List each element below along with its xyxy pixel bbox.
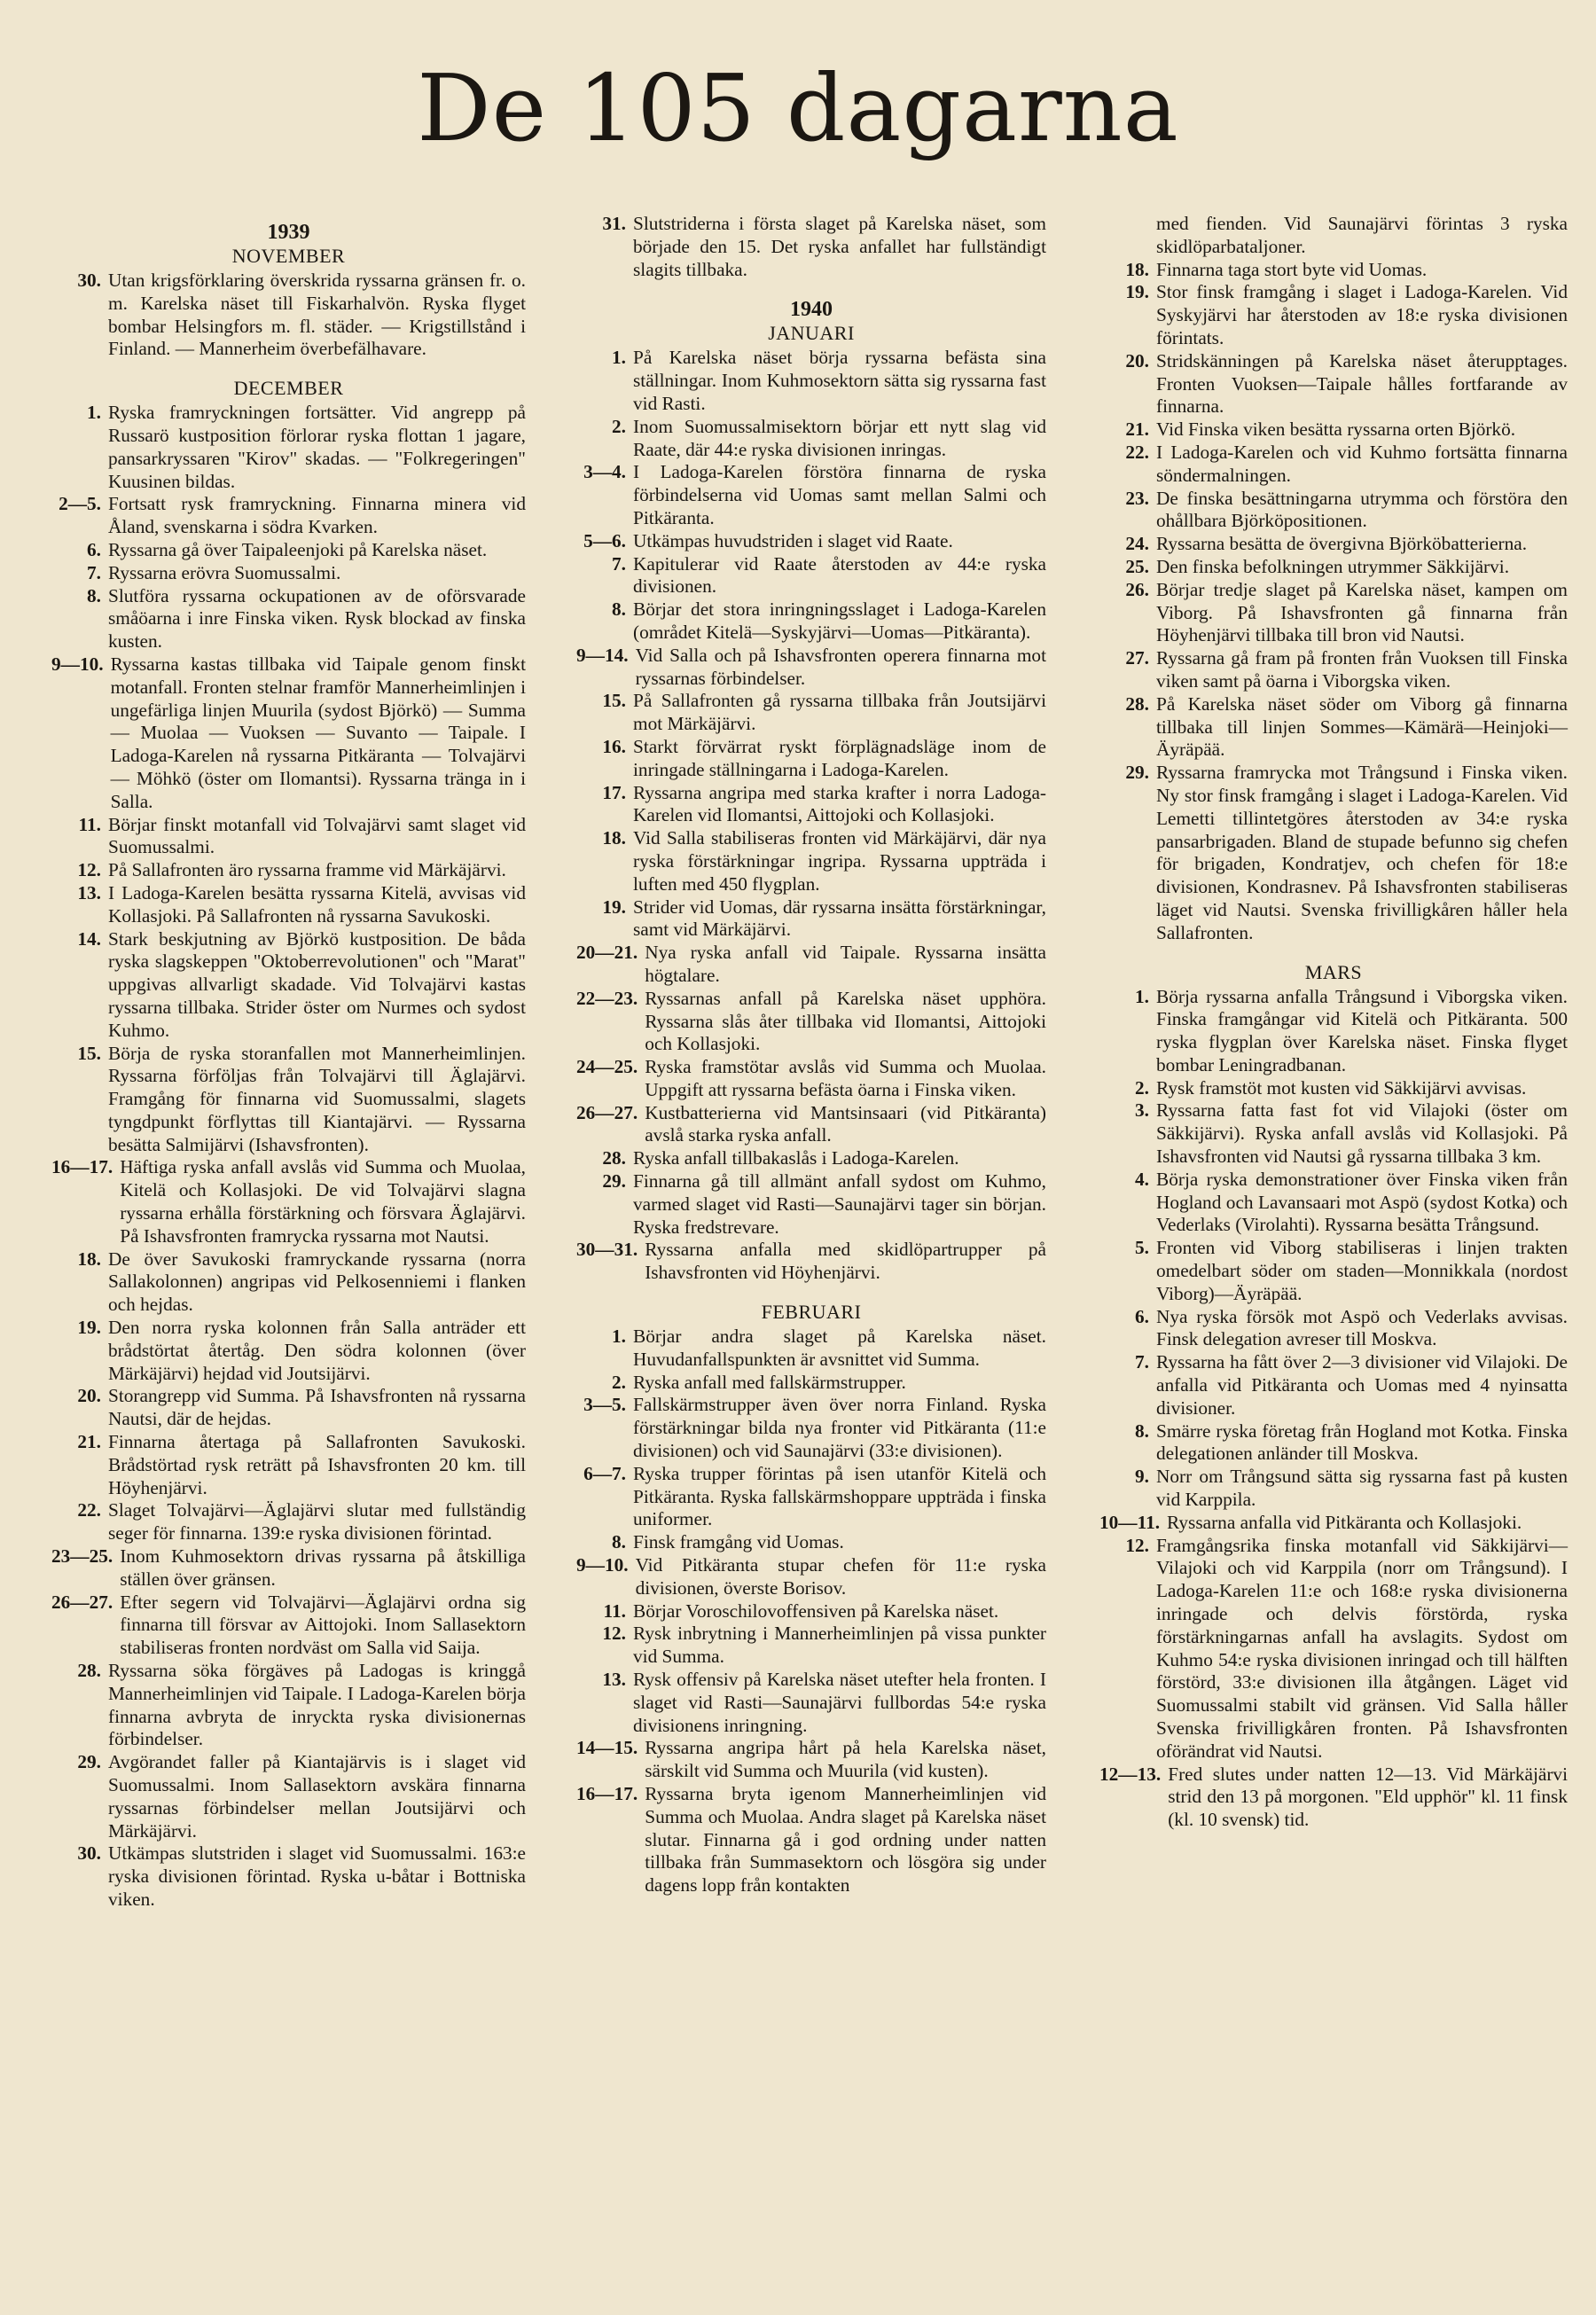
entry-date: 20.	[1125, 349, 1149, 371]
chronology-entry	[1099, 1466, 1568, 1512]
entry-text: I Ladoga-Karelen och vid Kuhmo fortsätta finnarna söndermalningen.	[1156, 441, 1568, 486]
chronology-entry	[576, 942, 1046, 988]
chronology-entry	[51, 1248, 526, 1317]
entry-date: 7.	[1135, 1351, 1149, 1373]
month-heading: DECEMBER	[233, 377, 344, 400]
chronology-entry	[1099, 1351, 1568, 1420]
entry-date: 27.	[1125, 647, 1149, 669]
chronology-entry	[1099, 1237, 1568, 1305]
entry-date: 14.	[77, 927, 101, 950]
entry-text: På Sallafronten gå ryssarna tillbaka från Joutsijärvi mot Märkäjärvi.	[633, 690, 1046, 735]
entry-text: Ryssarna angripa hårt på hela Karelska näset, särskilt vid Summa och Muurila (vid kusten).	[645, 1737, 1046, 1782]
entry-date: 3—5.	[583, 1394, 626, 1416]
entry-text: Ryssarna gå över Taipaleenjoki på Karelska näset.	[108, 538, 488, 560]
chronology-entry	[1099, 1535, 1568, 1764]
entry-text: Ryska anfall tillbakaslås i Ladoga-Karelen.	[633, 1147, 959, 1169]
entry-date: 1.	[87, 402, 101, 424]
entry-text: Ryska framryckningen fortsätter. Vid angrepp på Russarö kustposition förlorar ryska flottan 1 jagare, pansarkryssaren "Kirov" skadas. — "Folkregeringen" Kuusinen bildas.	[108, 402, 526, 492]
entry-text: Stor finsk framgång i slaget i Ladoga-Karelen. Vid Syskyjärvi har återstoden av 18:e ryska divisionen förintats.	[1156, 281, 1568, 348]
chronology-entry	[1099, 693, 1568, 762]
entry-date: 13.	[602, 1669, 626, 1691]
entry-date: 11.	[603, 1599, 626, 1622]
entry-text: På Sallafronten äro ryssarna framme vid Märkäjärvi.	[108, 859, 506, 881]
entry-text: Fortsatt rysk framryckning. Finnarna minera vid Åland, svenskarna i södra Kvarken.	[108, 493, 526, 538]
chronology-entry	[1099, 762, 1568, 944]
entry-date: 19.	[77, 1317, 101, 1339]
month-heading: FEBRUARI	[761, 1301, 862, 1324]
month-heading: NOVEMBER	[231, 245, 346, 267]
entry-date: 24—25.	[576, 1056, 638, 1078]
entry-date: 2.	[612, 415, 626, 437]
entry-date: 12.	[1125, 1534, 1149, 1556]
entry-date: 21.	[77, 1431, 101, 1453]
chronology-entry	[1099, 533, 1568, 556]
entry-text: Kapitulerar vid Raate återstoden av 44:e ryska divisionen.	[633, 552, 1046, 598]
chronology-entry	[576, 1783, 1046, 1897]
chronology-entry	[51, 493, 526, 539]
entry-text: Vid Salla och på Ishavsfronten operera finnarna mot ryssarnas förbindelser.	[635, 644, 1046, 689]
chronology-entry	[576, 1372, 1046, 1395]
entry-date: 25.	[1125, 555, 1149, 577]
chronology-entry	[1099, 1306, 1568, 1352]
chronology-entry	[576, 1102, 1046, 1148]
entry-date: 7.	[87, 561, 101, 583]
chronology-entry	[576, 1326, 1046, 1372]
chronology-entry	[576, 736, 1046, 782]
entry-date: 20—21.	[576, 942, 638, 964]
entry-text: Ryska anfall med fallskärmstrupper.	[633, 1371, 906, 1393]
chronology-entry	[576, 1463, 1046, 1531]
entry-text: Smärre ryska företag från Hogland mot Kotka. Finska delegationen anländer till Moskva.	[1156, 1420, 1568, 1465]
chronology-entry	[576, 896, 1046, 942]
chronology-entry	[51, 928, 526, 1043]
entry-date: 9—14.	[576, 644, 629, 666]
entry-date: 10—11.	[1099, 1511, 1161, 1533]
entry-date: 12—13.	[1099, 1763, 1162, 1785]
entry-date: 30.	[77, 270, 101, 291]
entry-text: På Karelska näset börja ryssarna befästa sina ställningar. Inom Kuhmosektorn sätta sig ryssarna fast vid Rasti.	[633, 347, 1046, 414]
entry-date: 16—17.	[576, 1783, 638, 1804]
chronology-entry	[576, 1147, 1046, 1170]
entry-date: 26.	[1125, 578, 1149, 600]
entry-date: 2.	[1135, 1076, 1149, 1099]
chronology-entry	[1099, 1512, 1568, 1535]
entry-date: 12.	[602, 1623, 626, 1645]
entry-text: Fred slutes under natten 12—13. Vid Märkäjärvi strid den 13 på morgonen. "Eld upphör" kl. 11 finsk (kl. 10 svensk) tid.	[1168, 1763, 1568, 1831]
entry-text: Strider vid Uomas, där ryssarna insätta förstärkningar, samt vid Märkäjärvi.	[633, 895, 1046, 941]
entry-date: 15.	[77, 1042, 101, 1064]
entry-text: Inom Suomussalmisektorn börjar ett nytt slag vid Raate, där 44:e ryska divisionen inringas.	[633, 415, 1046, 460]
entry-date: 18.	[1125, 258, 1149, 280]
entry-text: Ryska trupper förintas på isen utanför Kitelä och Pitkäranta. Ryska fallskärmshoppare uppträda i finska uniformer.	[633, 1462, 1046, 1530]
chronology-entry	[51, 1499, 526, 1545]
entry-text: Ryssarna kastas tillbaka vid Taipale genom finskt motanfall. Fronten stelnar framför Mannerheimlinjen i ungefärliga linjen Muurila (sydost Björkö) — Summa — Muolaa — Vuoksen — Suvanto — Taipale. I Ladoga-Karelen nå ryssarna Pitkäranta — Tolvajärvi — Möhkö (öster om Ilomantsi). Ryssarna tränga in i Salla.	[110, 653, 526, 812]
entry-text: Stridskänningen på Karelska näset återupptages. Fronten Vuoksen—Taipale hålles fortfarande av finnarna.	[1156, 349, 1568, 418]
month-heading: JANUARI	[768, 322, 855, 345]
entry-text: Ryssarna ha fått över 2—3 divisioner vid Vilajoki. De anfalla vid Pitkäranta och Uomas med 4 nyinsatta divisioner.	[1156, 1351, 1568, 1419]
entry-text: Norr om Trångsund sätta sig ryssarna fast på kusten vid Karppila.	[1156, 1466, 1568, 1511]
entry-date: 1.	[1135, 985, 1149, 1007]
chronology-entry	[576, 1737, 1046, 1783]
chronology-entry	[1099, 579, 1568, 647]
entry-text: Utkämpas slutstriden i slaget vid Suomussalmi. 163:e ryska divisionen förintad. Ryska u-båtar i Bottniska viken.	[108, 1842, 526, 1910]
entry-date: 18.	[602, 827, 626, 849]
chronology-entry	[51, 539, 526, 562]
entry-text: Ryssarna anfalla med skidlöpartrupper på Ishavsfronten vid Höyhenjärvi.	[645, 1239, 1046, 1284]
chronology-entry	[576, 782, 1046, 828]
chronology-entry	[576, 347, 1046, 415]
entry-text: I Ladoga-Karelen besätta ryssarna Kitelä, avvisas vid Kollasjoki. På Sallafronten nå ryssarna Savukoski.	[108, 881, 526, 927]
chronology-column-2	[576, 213, 1046, 1897]
chronology-entry	[51, 1431, 526, 1499]
entry-text: Rysk inbrytning i Mannerheimlinjen på vissa punkter vid Summa.	[633, 1623, 1046, 1668]
entry-date: 2—5.	[59, 493, 101, 515]
entry-text: Vid Salla stabiliseras fronten vid Märkäjärvi, där nya ryska förstärkningar ingripa. Ryssarna uppträda i luften med 450 flygplan.	[633, 827, 1046, 895]
entry-text: Vid Finska viken besätta ryssarna orten Björkö.	[1156, 418, 1516, 441]
entry-text: Ryssarna anfalla vid Pitkäranta och Kollasjoki.	[1167, 1511, 1522, 1533]
entry-date: 17.	[602, 781, 626, 803]
entry-date: 18.	[77, 1247, 101, 1270]
chronology-entry	[576, 1669, 1046, 1737]
entry-text: Slutföra ryssarna ockupationen av de oförsvarade småöarna i inre Finska viken. Rysk blockad av finska kusten.	[108, 584, 526, 653]
entry-date: 6.	[1135, 1305, 1149, 1327]
entry-date: 13.	[77, 881, 101, 903]
chronology-entry	[576, 598, 1046, 645]
entry-text: De över Savukoski framryckande ryssarna (norra Sallakolonnen) angripas vid Pelkosenniemi i flanken och hejdas.	[108, 1247, 526, 1316]
entry-text: Ryssarna gå fram på fronten från Vuoksen till Finska viken samt på öarna i Viborgska viken.	[1156, 647, 1568, 692]
chronology-entry	[1099, 418, 1568, 442]
entry-date: 9—10.	[576, 1554, 629, 1576]
chronology-entry	[51, 1317, 526, 1385]
entry-date: 7.	[612, 552, 626, 575]
entry-date: 4.	[1135, 1168, 1149, 1190]
entry-text: I Ladoga-Karelen förstöra finnarna de ryska förbindelserna vid Uomas samt mellan Salmi och Pitkäranta.	[633, 461, 1046, 528]
entry-date: 19.	[1125, 281, 1149, 303]
entry-text: Finnarna återtaga på Sallafronten Savukoski. Brådstörtad rysk reträtt på Ishavsfronten 20 km. till Höyhenjärvi.	[108, 1431, 526, 1498]
chronology-entry	[576, 553, 1046, 599]
entry-date: 22—23.	[576, 987, 638, 1009]
entry-date: 20.	[77, 1385, 101, 1407]
chronology-entry	[51, 1545, 526, 1592]
chronology-entry	[51, 1043, 526, 1157]
entry-text: Rysk offensiv på Karelska näset utefter hela fronten. I slaget vid Rasti—Saunajärvi fullbordas 54:e ryska divisionens inringning.	[633, 1669, 1046, 1736]
chronology-entry	[1099, 488, 1568, 534]
chronology-column-3	[1099, 213, 1568, 1832]
entry-text: Storangrepp vid Summa. På Ishavsfronten nå ryssarna Nautsi, där de hejdas.	[108, 1385, 526, 1430]
entry-date: 3.	[1135, 1099, 1149, 1122]
entry-text: Slaget Tolvajärvi—Äglajärvi slutar med fullständig seger för finnarna. 139:e ryska divisionen förintad.	[108, 1499, 526, 1545]
chronology-entry	[576, 461, 1046, 529]
entry-text: Vid Pitkäranta stupar chefen för 11:e ryska divisionen, överste Borisov.	[635, 1554, 1046, 1599]
entry-date: 28.	[77, 1660, 101, 1682]
entry-date: 6—7.	[583, 1462, 626, 1484]
entry-date: 30—31.	[576, 1239, 638, 1261]
entry-date: 8.	[87, 584, 101, 606]
entry-date: 24.	[1125, 533, 1149, 555]
chronology-entry	[51, 270, 526, 361]
chronology-entry	[576, 1623, 1046, 1669]
entry-text: Slutstriderna i första slaget på Karelska näset, som började den 15. Det ryska anfallet har fullständigt slagits tillbaka.	[633, 213, 1046, 280]
entry-text: Börjar det stora inringningsslaget i Ladoga-Karelen (området Kitelä—Syskyjärvi—Uomas—Pitkäranta).	[633, 598, 1046, 643]
entry-text: Fallskärmstrupper även över norra Finland. Ryska förstärkningar bilda nya fronter vid Pitkäranta (11:e divisionen) och vid Saunajärvi (33:e divisionen).	[633, 1394, 1046, 1462]
chronology-entry	[1099, 1099, 1568, 1168]
entry-text: Börja de ryska storanfallen mot Mannerheimlinjen. Ryssarna förföljas från Tolvajärvi till Äglajärvi. Framgång för finnarna vid Suomussalmi, slagets tyngdpunkt förflyttas till Kiantajärvi. — Ryssarna besätta Salmijärvi (Ishavsfronten).	[108, 1042, 526, 1155]
entry-text: Ryssarna fatta fast fot vid Vilajoki (öster om Säkkijärvi). Ryska anfall avslås vid Kollasjoki. På Ishavsfronten vid Nautsi gå ryssarna tillbaka 3 km.	[1156, 1099, 1568, 1168]
entry-text: Den finska befolkningen utrymmer Säkkijärvi.	[1156, 555, 1510, 577]
entry-date: 29.	[602, 1170, 626, 1193]
page-title: De 105 dagarna	[417, 54, 1179, 162]
chronology-entry	[576, 1600, 1046, 1623]
chronology-entry	[576, 213, 1046, 281]
chronology-entry	[1099, 259, 1568, 282]
entry-text: Börja ryssarna anfalla Trångsund i Viborgska viken. Finska framgångar vid Kitelä och Pitkäranta. 500 ryska flygplan över Karelska näset. Finska flyget bombar Leningradbanan.	[1156, 985, 1568, 1075]
entry-date: 8.	[612, 1531, 626, 1553]
entry-date: 23.	[1125, 487, 1149, 509]
chronology-entry	[576, 1170, 1046, 1239]
chronology-entry	[576, 645, 1046, 691]
chronology-entry	[51, 859, 526, 882]
entry-date: 11.	[78, 813, 101, 835]
chronology-entry	[1099, 442, 1568, 488]
entry-date: 29.	[77, 1751, 101, 1773]
entry-text: Efter segern vid Tolvajärvi—Äglajärvi ordna sig finnarna till försvar av Aittojoki. Inom Sallasektorn stabiliseras fronten nordväst om Salla vid Saija.	[120, 1591, 526, 1659]
entry-date: 30.	[77, 1842, 101, 1865]
entry-date: 2.	[612, 1371, 626, 1393]
chronology-entry	[51, 562, 526, 585]
entry-date: 9.	[1135, 1466, 1149, 1488]
chronology-entry	[51, 1385, 526, 1431]
entry-date: 23—25.	[51, 1545, 113, 1568]
chronology-entry	[51, 882, 526, 928]
entry-text: Finnarna taga stort byte vid Uomas.	[1156, 258, 1428, 280]
chronology-entry	[576, 988, 1046, 1056]
entry-text: Stark beskjutning av Björkö kustposition. De båda ryska slagskeppen "Oktoberrevolutionen" och "Marat" uppgivas allvarligt skadade. Vid Tolvajärvi kastas ryssarna tillbaka. Strider öster om Nurmes och sydost Kuhmo.	[108, 927, 526, 1041]
entry-date: 15.	[602, 690, 626, 712]
chronology-entry	[1099, 1420, 1568, 1466]
chronology-entry	[576, 1531, 1046, 1554]
entry-text: Utan krigsförklaring överskrida ryssarna gränsen fr. o. m. Karelska näset till Fiskarhalvön. Ryska flyget bombar Helsingfors m. fl. städer. — Krigstillstånd i Finland. — Mannerheim överbefälhavare.	[108, 270, 526, 360]
entry-text: Finsk framgång vid Uomas.	[633, 1531, 844, 1553]
entry-text: Finnarna gå till allmänt anfall sydost om Kuhmo, varmed slaget vid Rasti—Saunajärvi tager sin början. Ryska fredstrevare.	[633, 1170, 1046, 1238]
continued-entry	[1099, 213, 1568, 259]
entry-text: Ryska framstötar avslås vid Summa och Muolaa. Uppgift att ryssarna befästa öarna i Finska viken.	[645, 1056, 1046, 1100]
entry-text: Nya ryska försök mot Aspö och Vederlaks avvisas. Finsk delegation avreser till Moskva.	[1156, 1305, 1568, 1350]
chronology-entry	[1099, 350, 1568, 418]
entry-text: Avgörandet faller på Kiantajärvis is i slaget vid Suomussalmi. Inom Sallasektorn avskära finnarna ryssarnas förbindelser mellan Joutsijärvi och Märkäjärvi.	[108, 1751, 526, 1842]
entry-text: med fienden. Vid Saunajärvi förintas 3 ryska skidlöparbataljoner.	[1156, 213, 1568, 257]
chronology-column-1	[51, 213, 526, 1912]
chronology-entry	[51, 1156, 526, 1247]
chronology-entry	[51, 1592, 526, 1660]
entry-date: 1.	[612, 347, 626, 369]
entry-text: Inom Kuhmosektorn drivas ryssarna på åtskilliga ställen över gränsen.	[120, 1545, 526, 1590]
entry-date: 28.	[1125, 692, 1149, 715]
entry-date: 9—10.	[51, 653, 104, 675]
entry-date: 22.	[77, 1499, 101, 1521]
entry-text: Starkt förvärrat ryskt förplägnadsläge inom de inringade ställningarna i Ladoga-Karelen.	[633, 735, 1046, 780]
chronology-entry	[576, 827, 1046, 895]
entry-date: 1.	[612, 1326, 626, 1348]
year-heading: 1940	[790, 298, 833, 322]
entry-date: 28.	[602, 1147, 626, 1169]
entry-date: 8.	[612, 598, 626, 621]
entry-text: Börjar tredje slaget på Karelska näset, kampen om Viborg. På Ishavsfronten gå finnarna från Höyhenjärvi tillbaka till bron vid Nautsi.	[1156, 578, 1568, 646]
chronology-entry	[51, 814, 526, 860]
chronology-entry	[1099, 1077, 1568, 1100]
entry-date: 8.	[1135, 1420, 1149, 1442]
entry-date: 16—17.	[51, 1156, 113, 1178]
entry-date: 19.	[602, 895, 626, 918]
chronology-entry	[576, 416, 1046, 462]
chronology-entry	[576, 1554, 1046, 1600]
chronology-entry	[51, 1660, 526, 1751]
chronology-entry	[51, 402, 526, 493]
entry-text: Ryssarna erövra Suomussalmi.	[108, 561, 341, 583]
entry-date: 5—6.	[583, 529, 626, 551]
entry-text: De finska besättningarna utrymma och förstöra den ohållbara Björköpositionen.	[1156, 487, 1568, 532]
chronology-entry	[1099, 556, 1568, 579]
chronology-entry	[576, 1239, 1046, 1285]
chronology-entry	[1099, 1764, 1568, 1832]
entry-text: Kustbatterierna vid Mantsinsaari (vid Pitkäranta) avslå starka ryska anfall.	[645, 1101, 1046, 1146]
chronology-entry	[51, 653, 526, 814]
chronology-entry	[576, 690, 1046, 736]
entry-date: 31.	[602, 213, 626, 234]
entry-date: 26—27.	[576, 1101, 638, 1123]
chronology-entry	[51, 1842, 526, 1911]
entry-text: Utkämpas huvudstriden i slaget vid Raate.	[633, 529, 953, 551]
entry-date: 21.	[1125, 418, 1149, 441]
entry-text: På Karelska näset söder om Viborg gå finnarna tillbaka till linjen Sommes—Kämärä—Heinjoki—Äyräpää.	[1156, 692, 1568, 761]
chronology-entry	[576, 1394, 1046, 1462]
entry-text: Börjar andra slaget på Karelska näset. Huvudanfallspunkten är avsnittet vid Summa.	[633, 1326, 1046, 1370]
entry-text: Ryssarna bryta igenom Mannerheimlinjen vid Summa och Muolaa. Andra slaget på Karelska näset slutar. Finnarna gå i god ordning under natten tillbaka från Summasektorn och lösgöra sig under dagens lopp från kontakten	[645, 1783, 1046, 1897]
entry-text: Den norra ryska kolonnen från Salla anträder ett brådstörtat återtåg. Den södra kolonnen (över Märkäjärvi) hejdad vid Joutsijärvi.	[108, 1317, 526, 1384]
year-heading: 1939	[267, 221, 310, 244]
entry-text: Framgångsrika finska motanfall vid Säkkijärvi—Vilajoki och vid Karppila (norr om Trångsund). I Ladoga-Karelen 11:e och 168:e ryska divisionerna inringade och delvis förstörda, ryska förstärkningarnas anfall ha avslagits. Sydost om Kuhmo 54:e ryska divisionen inringad och till hälften förstörd, 33:e divisionen illa åtgången. Läget vid Suomussalmi stabilt vid gränsen. Vid Salla håller Svenska frivilligkåren fronten. På Ishavsfronten oförändrat vid Nautsi.	[1156, 1534, 1568, 1762]
chronology-entry	[1099, 986, 1568, 1077]
entry-text: Häftiga ryska anfall avslås vid Summa och Muolaa, Kitelä och Kollasjoki. De vid Tolvajärvi slagna ryssarna erhålla förstärkning och försvara Äglajärvi. På Ishavsfronten framrycka ryssarna mot Nautsi.	[120, 1156, 526, 1247]
entry-text: Ryssarna besätta de övergivna Björköbatterierna.	[1156, 533, 1528, 555]
entry-date: 12.	[77, 859, 101, 881]
chronology-entry	[1099, 647, 1568, 693]
entry-text: Börjar Voroschilovoffensiven på Karelska näset.	[633, 1599, 999, 1622]
entry-date: 26—27.	[51, 1591, 113, 1613]
entry-date: 5.	[1135, 1237, 1149, 1259]
entry-date: 22.	[1125, 441, 1149, 463]
entry-text: Ryssarnas anfall på Karelska näset upphöra. Ryssarna slås åter tillbaka vid Ilomantsi, Aittojoki och Kollasjoki.	[645, 987, 1046, 1055]
entry-date: 14—15.	[576, 1737, 638, 1759]
chronology-entry	[51, 585, 526, 653]
entry-date: 6.	[87, 538, 101, 560]
chronology-entry	[576, 530, 1046, 553]
entry-date: 29.	[1125, 762, 1149, 784]
entry-date: 16.	[602, 735, 626, 757]
entry-text: Nya ryska anfall vid Taipale. Ryssarna insätta högtalare.	[645, 942, 1046, 986]
entry-text: Rysk framstöt mot kusten vid Säkkijärvi avvisas.	[1156, 1076, 1527, 1099]
chronology-entry	[576, 1056, 1046, 1102]
entry-text: Ryssarna söka förgäves på Ladogas is kringgå Mannerheimlinjen vid Taipale. I Ladoga-Karelen börja finnarna avbryta de inryckta ryska divisionernas förbindelser.	[108, 1660, 526, 1750]
entry-text: Ryssarna framrycka mot Trångsund i Finska viken. Ny stor finsk framgång i slaget i Ladoga-Karelen. Vid Lemetti tillintetgöres återstoden av 34:e ryska pansarbrigaden. Bland de stupade befunno sig chefen för brigaden, Kondratjev, och chefen för 18:e divisionen, Kondrasnev. På Ishavsfronten stabiliseras läget vid Nautsi. Svenska frivilligkåren håller hela Sallafronten.	[1156, 762, 1568, 943]
chronology-entry	[1099, 1169, 1568, 1237]
entry-date: 3—4.	[583, 461, 626, 483]
entry-text: Ryssarna angripa med starka krafter i norra Ladoga-Karelen vid Ilomantsi, Aittojoki och Kollasjoki.	[633, 781, 1046, 826]
entry-text: Börjar finskt motanfall vid Tolvajärvi samt slaget vid Suomussalmi.	[108, 813, 526, 858]
entry-text: Fronten vid Viborg stabiliseras i linjen trakten omedelbart söder om staden—Monnikkala (nordost Viborg)—Äyräpää.	[1156, 1237, 1568, 1304]
entry-text: Börja ryska demonstrationer över Finska viken från Hogland och Lavansaari mot Aspö (sydost Kotka) och Vederlaks (Virolahti). Ryssarna besätta Trångsund.	[1156, 1168, 1568, 1236]
chronology-entry	[51, 1751, 526, 1842]
month-heading: MARS	[1304, 960, 1363, 983]
chronology-entry	[1099, 281, 1568, 349]
